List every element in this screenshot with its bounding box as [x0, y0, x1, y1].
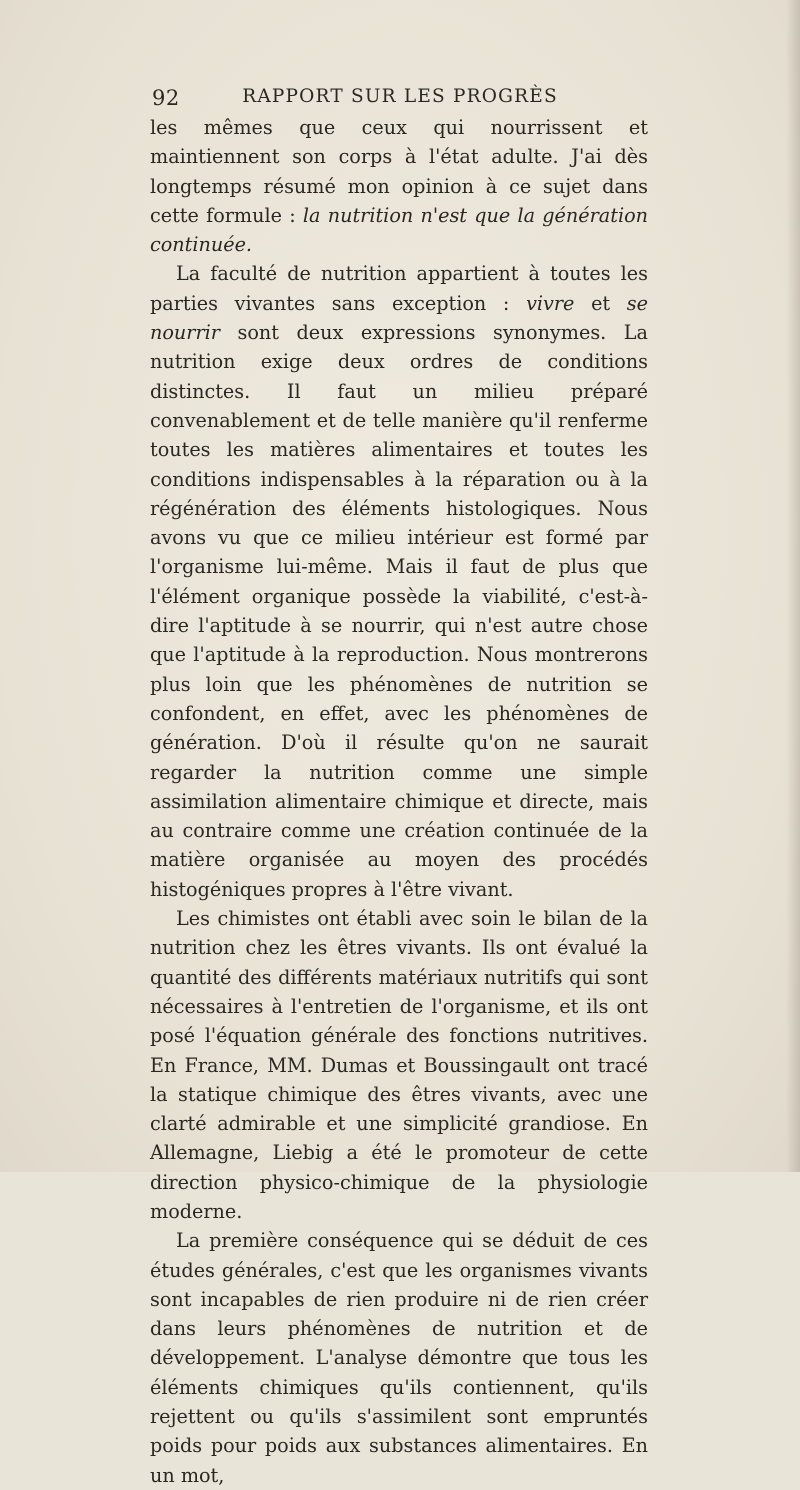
page-number: 92	[152, 86, 180, 110]
paragraph-1-italic-formula: la nutrition n'est que la génération continuée.	[150, 203, 648, 257]
running-head: RAPPORT SUR LES PROGRÈS	[242, 86, 558, 107]
paragraph-1-text: les mêmes que ceux qui nourrissent et maintiennent son corps à l'état adulte. J'ai dès longtemps résumé mon opinion à ce sujet dans cette formule :	[150, 116, 648, 227]
paragraph-2	[150, 259, 648, 904]
page-header	[152, 86, 648, 116]
paragraph-4: La première conséquence qui se déduit de ces études générales, c'est que les organismes vivants sont incapables de rien produire ni de rien créer dans leurs phénomènes de nutrition et de développement. L'analyse démontre que tous les éléments chimiques qu'ils contiennent, qu'ils rejettent ou qu'ils s'assimilent sont empruntés poids pour poids aux substances alimentaires. En un mot,	[150, 1229, 648, 1487]
body-text	[150, 113, 648, 1490]
paragraph-2-text-start: La faculté de nutrition appartient à toutes les parties vivantes sans exception :	[150, 262, 648, 315]
paragraph-2-text-end: sont deux expressions synonymes. La nutrition exige deux ordres de conditions distinctes. Il faut un milieu préparé convenablement et de telle manière qu'il renferme toutes les matières alimentaires et toutes les conditions indispensables à la réparation ou à la régénération des éléments histologiques. Nous avons vu que ce milieu intérieur est formé par l'organisme lui-même. Mais il faut de plus que l'élément organique possède la viabilité, c'est-à-dire l'aptitude à se nourrir, qui n'est autre chose que l'aptitude à la reproduction. Nous montrerons plus loin que les phénomènes de nutrition se confondent, en effet, avec les phénomènes de génération. D'où il résulte qu'on ne saurait regarder la nutrition comme une simple assimilation alimentaire chimique et directe, mais au contraire comme une création continuée de la matière organisée au moyen des procédés histogéniques propres à l'être vivant.	[150, 321, 648, 901]
paragraph-3: Les chimistes ont établi avec soin le bilan de la nutrition chez les êtres vivants. Ils ont évalué la quantité des différents matériaux nutritifs qui sont nécessaires à l'entretien de l'organisme, et ils ont posé l'équation générale des fonctions nutritives. En France, MM. Dumas et Boussingault ont tracé la statique chimique des êtres vivants, avec une clarté admirable et une simplicité grandiose. En Allemagne, Liebig a été le promoteur de cette direction physico-chimique de la physiologie moderne.	[150, 907, 648, 1223]
page-edge-shadow	[786, 0, 800, 1172]
paragraph-2-italic-se-nourrir: se nourrir	[150, 291, 648, 345]
paragraph-2-text-mid: et	[574, 291, 627, 315]
paragraph-1	[150, 113, 648, 259]
paragraph-2-italic-vivre: vivre	[526, 291, 575, 315]
